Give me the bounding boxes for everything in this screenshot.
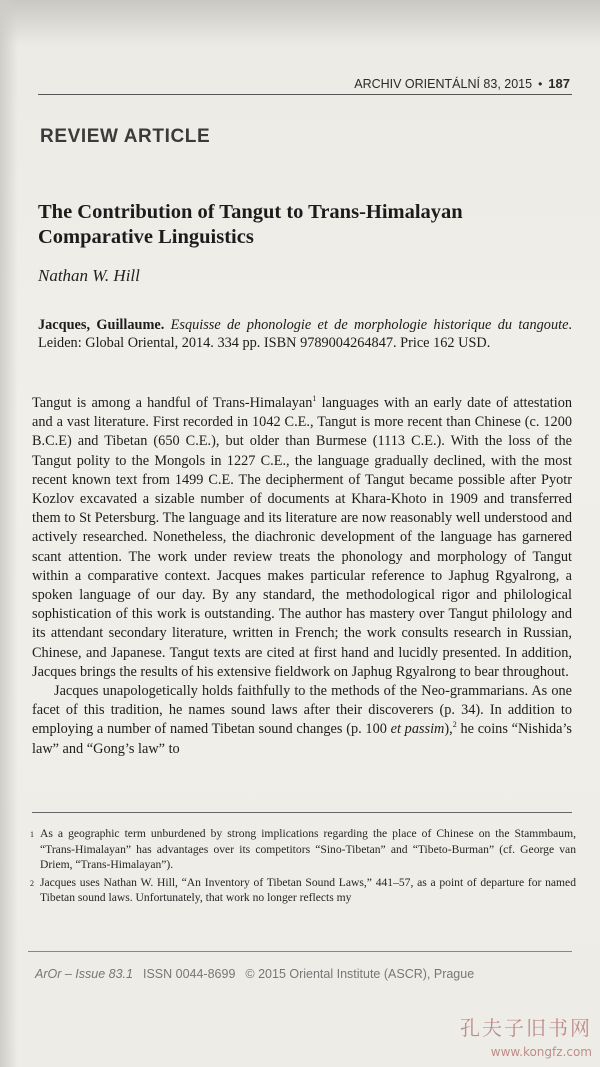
paragraph-2 <box>32 682 572 759</box>
footnote <box>30 826 576 873</box>
journal-name: ARCHIV ORIENTÁLNÍ 83, 2015 <box>354 76 533 91</box>
watermark-chinese: 孔夫子旧书网 <box>460 1016 592 1040</box>
watermark-url: www.kongfz.com <box>490 1045 592 1059</box>
p2-text-a: Jacques unapologetically holds faithfully to the methods of the Neo-grammarians. As one facet of this tradition, he names sound laws after their discoverers (p. 34). In addition to employing a number of named Tibetan sound changes (p. 100 <box>32 683 572 738</box>
page-number: 187 <box>548 76 570 91</box>
p2-text-b: ), <box>444 721 453 738</box>
footnote <box>30 875 576 906</box>
watermark <box>452 1012 592 1059</box>
article-body <box>32 394 572 759</box>
footnote-text: Jacques uses Nathan W. Hill, “An Inventory of Tibetan Sound Laws,” 441–57, as a point of departure for named Tibetan sound laws. Unfortunately, that work no longer reflects my <box>40 875 576 904</box>
footnote-text: As a geographic term unburdened by strong implications regarding the place of Chinese on the Stammbaum, “Trans-Himalayan” has advantages over its competitors “Sino-Tibetan” and “Tibeto-Burman” (cf. George van Driem, “Trans-Himalayan”). <box>40 827 576 871</box>
footnote-number: 2 <box>30 878 34 888</box>
p1-text-b: languages with an early date of attestation and a vast literature. First recorded in 1042 C.E., Tangut is more recent than Chinese (c. 1200 B.C.E) and Tibetan (650 C.E.), but older than Burmese (1113 C.E.). With the loss of the Tangut polity to the Mongols in 1227 C.E., the language gradually declined, with the most recent known text from 1499 C.E. The decipherment of Tangut became possible after Pyotr Kozlov excavated a sizable number of documents at Khara-Khoto in 1909 and transferred them to St Petersburg. The language and its literature are now reasonably well understood and actively researched. Nonetheless, the diachronic development of the language has garnered scant attention. The work under review treats the phonology and morphology of Tangut within a comparative context. Jacques makes particular reference to Japhug Rgyalrong, a spoken language of our day. By any standard, the methodological rigor and philological sophistication of this work is outstanding. The author has mastery over Tangut philology and its attendant secondary literature, written in French; the work consults research in Russian, Chinese, and Japanese. Tangut texts are cited at first hand and lucidly presented. In addition, Jacques brings the results of his extensive fieldwork on Japhug Rgyalrong to bear throughout. <box>32 395 572 680</box>
p1-text-a: Tangut is among a handful of Trans-Himalayan <box>32 395 313 411</box>
footer-rule <box>28 951 572 952</box>
paragraph-1 <box>32 394 572 682</box>
footnote-ref-1: 1 <box>312 394 317 404</box>
footnote-rule <box>32 812 572 813</box>
article-title <box>38 200 578 250</box>
section-label: REVIEW ARTICLE <box>40 126 211 147</box>
reviewed-author: Jacques, Guillaume. <box>38 317 165 333</box>
running-header <box>330 76 570 91</box>
book-citation <box>38 316 572 352</box>
footer-copyright: © 2015 Oriental Institute (ASCR), Prague <box>245 967 475 981</box>
author-name: Nathan W. Hill <box>38 266 140 285</box>
title-line-1: The Contribution of Tangut to Trans-Himalayan <box>38 201 463 223</box>
page-footer <box>35 967 474 981</box>
page-shadow-top <box>0 0 600 45</box>
p2-italic: et passim <box>390 721 445 738</box>
p2-text-c: he coins “Nishida’s law” and “Gong’s law” to <box>32 721 572 757</box>
page-shadow-left <box>0 0 18 1067</box>
title-line-2: Comparative Linguistics <box>38 226 254 248</box>
footnotes <box>30 826 576 908</box>
footer-issn: ISSN 0044-8699 <box>142 967 236 981</box>
header-separator: • <box>538 76 543 91</box>
publication-details: . Leiden: Global Oriental, 2014. 334 pp. ISBN 9789004264847. Price 162 USD. <box>38 317 572 351</box>
reviewed-book-title: Esquisse de phonologie et de morphologie historique du tangoute <box>170 317 569 333</box>
header-rule <box>38 94 572 95</box>
footnote-ref-2: 2 <box>452 720 457 730</box>
footnote-number: 1 <box>30 830 34 839</box>
footer-issue: ArOr – Issue 83.1 <box>35 967 133 981</box>
